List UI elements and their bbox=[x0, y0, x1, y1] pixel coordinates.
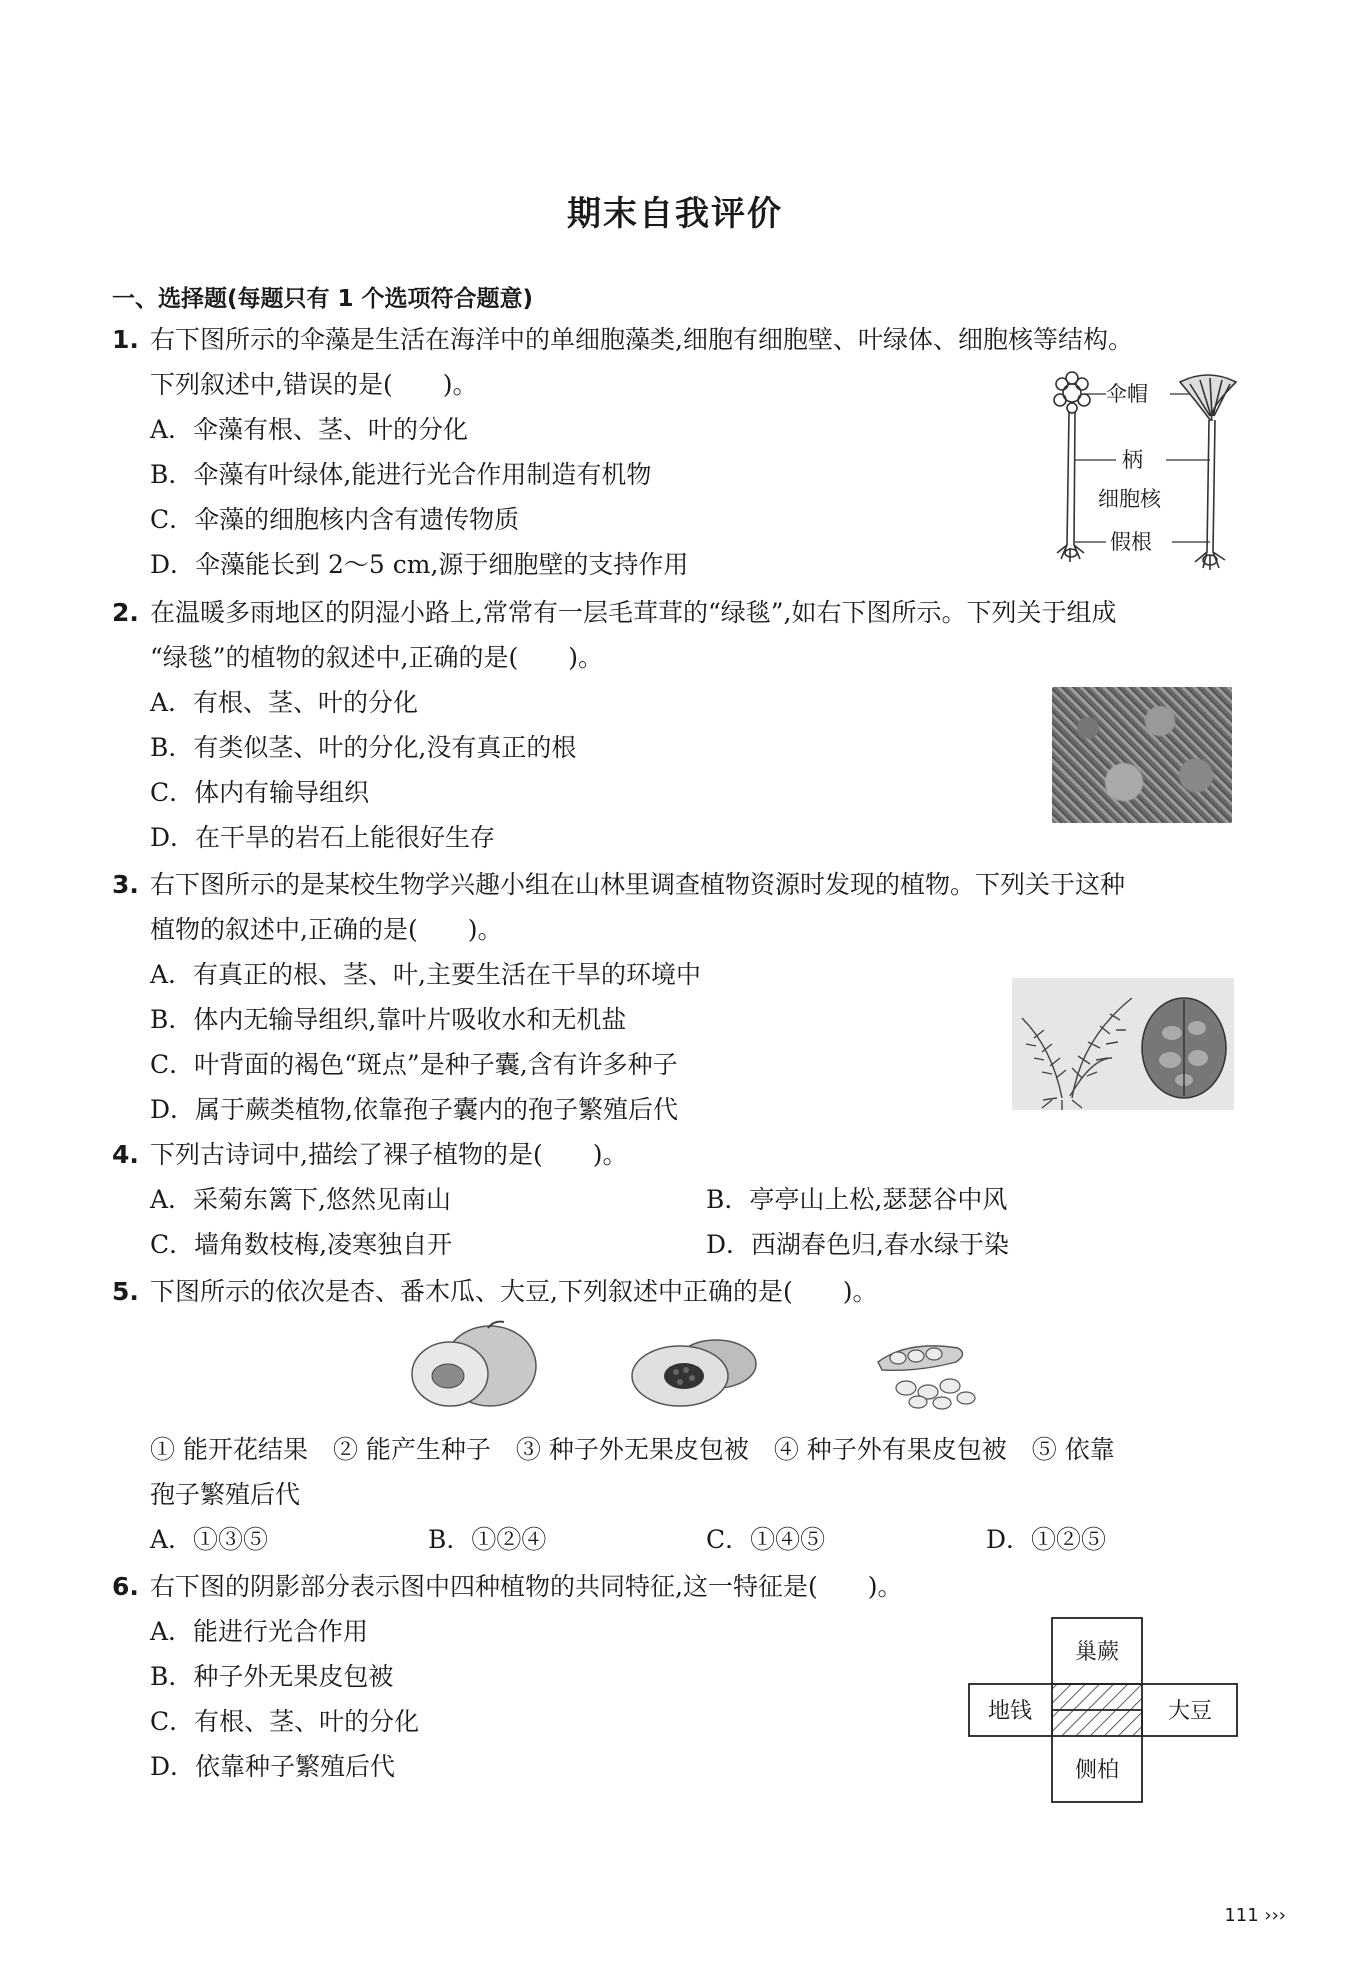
question-5-option-d: D．①②⑤ bbox=[986, 1525, 1107, 1554]
question-5-number: 5. bbox=[112, 1277, 139, 1306]
question-1-option-b: B．伞藻有叶绿体,能进行光合作用制造有机物 bbox=[150, 460, 652, 489]
question-2-stem-line2: “绿毯”的植物的叙述中,正确的是( )。 bbox=[150, 643, 604, 672]
venn-bottom-label: 侧柏 bbox=[1074, 1758, 1120, 1783]
label-cap: 伞帽 bbox=[1106, 382, 1148, 406]
venn-left-label: 地钱 bbox=[987, 1699, 1033, 1724]
question-4-option-c: C．墙角数枝梅,凌寒独自开 bbox=[150, 1230, 453, 1259]
venn-cross-diagram bbox=[968, 1617, 1238, 1803]
question-1-number: 1. bbox=[112, 325, 139, 354]
page-number: 111 ››› bbox=[1224, 1905, 1286, 1926]
question-2-stem-line1: 在温暖多雨地区的阴湿小路上,常常有一层毛茸茸的“绿毯”,如右下图所示。下列关于组成 bbox=[150, 598, 1117, 627]
label-rhizoid: 假根 bbox=[1110, 530, 1152, 554]
question-3-option-d: D．属于蕨类植物,依靠孢子囊内的孢子繁殖后代 bbox=[150, 1095, 678, 1124]
label-stalk: 柄 bbox=[1122, 448, 1143, 472]
venn-top-label: 巢蕨 bbox=[1074, 1640, 1120, 1665]
papaya-image bbox=[628, 1330, 758, 1410]
question-4-option-b: B．亭亭山上松,瑟瑟谷中风 bbox=[706, 1185, 1008, 1214]
soybean-image bbox=[868, 1340, 988, 1410]
question-3-stem-line2: 植物的叙述中,正确的是( )。 bbox=[150, 915, 503, 944]
question-1-option-d: D．伞藻能长到 2～5 cm,源于细胞壁的支持作用 bbox=[150, 550, 689, 579]
question-5-statements-line1: ① 能开花结果 ② 能产生种子 ③ 种子外无果皮包被 ④ 种子外有果皮包被 ⑤ 依靠 bbox=[150, 1435, 1115, 1464]
question-2-option-c: C．体内有输导组织 bbox=[150, 778, 370, 807]
question-3-option-b: B．体内无输导组织,靠叶片吸收水和无机盐 bbox=[150, 1005, 627, 1034]
question-3-option-a: A．有真正的根、茎、叶,主要生活在干旱的环境中 bbox=[150, 960, 702, 989]
question-6-number: 6. bbox=[112, 1572, 139, 1601]
umbrella-alga-diagram bbox=[1040, 370, 1250, 580]
question-4-stem: 下列古诗词中,描绘了裸子植物的是( )。 bbox=[150, 1140, 628, 1169]
question-6-option-c: C．有根、茎、叶的分化 bbox=[150, 1707, 420, 1736]
question-5-option-c: C．①④⑤ bbox=[706, 1525, 826, 1554]
question-2-option-d: D．在干旱的岩石上能很好生存 bbox=[150, 823, 496, 852]
question-3-option-c: C．叶背面的褐色“斑点”是种子囊,含有许多种子 bbox=[150, 1050, 678, 1079]
question-2-option-a: A．有根、茎、叶的分化 bbox=[150, 688, 419, 717]
question-6-option-a: A．能进行光合作用 bbox=[150, 1617, 369, 1646]
question-1-option-a: A．伞藻有根、茎、叶的分化 bbox=[150, 415, 469, 444]
question-6-option-d: D．依靠种子繁殖后代 bbox=[150, 1752, 396, 1781]
moss-photo bbox=[1052, 687, 1232, 823]
question-1-option-c: C．伞藻的细胞核内含有遗传物质 bbox=[150, 505, 520, 534]
question-3-stem-line1: 右下图所示的是某校生物学兴趣小组在山林里调查植物资源时发现的植物。下列关于这种 bbox=[150, 870, 1126, 899]
question-4-number: 4. bbox=[112, 1140, 139, 1169]
question-5-option-a: A．①③⑤ bbox=[150, 1525, 269, 1554]
question-4-option-d: D．西湖春色归,春水绿于染 bbox=[706, 1230, 1009, 1259]
question-5-option-b: B．①②④ bbox=[428, 1525, 547, 1554]
question-2-option-b: B．有类似茎、叶的分化,没有真正的根 bbox=[150, 733, 577, 762]
question-2-number: 2. bbox=[112, 598, 139, 627]
question-6-stem: 右下图的阴影部分表示图中四种植物的共同特征,这一特征是( )。 bbox=[150, 1572, 903, 1601]
question-5-stem: 下图所示的依次是杏、番木瓜、大豆,下列叙述中正确的是( )。 bbox=[150, 1277, 878, 1306]
question-6-option-b: B．种子外无果皮包被 bbox=[150, 1662, 394, 1691]
section-heading: 一、选择题(每题只有 1 个选项符合题意) bbox=[112, 286, 534, 312]
apricot-image bbox=[398, 1318, 540, 1410]
label-nucleus: 细胞核 bbox=[1098, 487, 1161, 511]
question-4-option-a: A．采菊东篱下,悠然见南山 bbox=[150, 1185, 452, 1214]
question-1-stem-line1: 右下图所示的伞藻是生活在海洋中的单细胞藻类,细胞有细胞壁、叶绿体、细胞核等结构。 bbox=[150, 325, 1133, 354]
fern-illustration bbox=[1012, 978, 1234, 1110]
question-3-number: 3. bbox=[112, 870, 139, 899]
question-5-statements-line2: 孢子繁殖后代 bbox=[150, 1480, 301, 1509]
page-title: 期末自我评价 bbox=[567, 194, 783, 234]
question-1-stem-line2: 下列叙述中,错误的是( )。 bbox=[150, 370, 478, 399]
venn-right-label: 大豆 bbox=[1167, 1699, 1213, 1724]
